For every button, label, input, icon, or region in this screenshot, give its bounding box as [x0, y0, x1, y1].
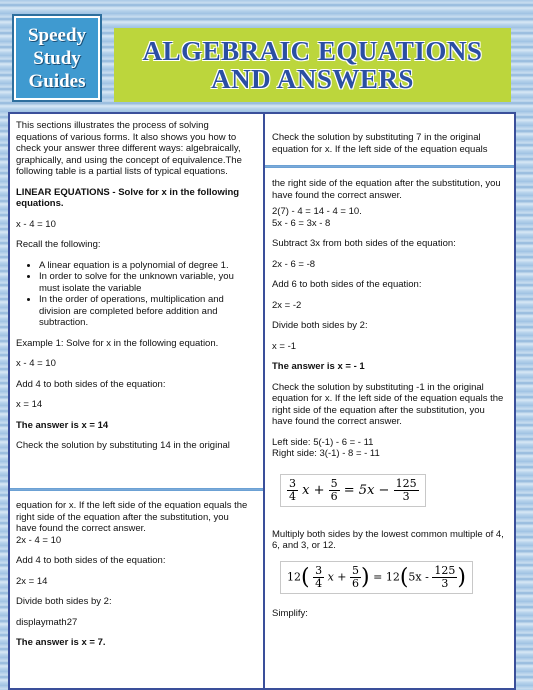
recall-list — [16, 260, 252, 329]
title-line-2: AND ANSWERS — [211, 64, 414, 94]
right-side-text: Right side: 3(-1) - 8 = - 11 — [272, 448, 380, 459]
equation-text: x = -1 — [272, 340, 297, 352]
check-text: Check the solution by substituting -1 in the original equation for x. If the left side of the equation equals the right side of the equation after the substitution, you have found the correct answer. — [272, 381, 504, 427]
column-divider — [263, 114, 265, 688]
equation-text: x - 4 = 10 — [16, 358, 56, 369]
math-term: x + — [327, 570, 347, 583]
fraction-equation-image — [280, 474, 426, 507]
equation-text: 5x - 6 = 3x - 8 — [272, 217, 331, 229]
fraction-numerator: 125 — [395, 476, 417, 490]
check-continued-text: equation for x. If the left side of the equation equals the right side of the equation after the substitution, you have found the correct answer. — [16, 500, 248, 534]
fraction-denominator: 3 — [402, 489, 410, 503]
intro-paragraph: This sections illustrates the process of solving equations of various forms. It also shows you how to check your answer three different ways: algebraically, graphically, and using the concept of equivalence.The following table is a partial lists of typical equations. — [16, 120, 242, 177]
left-column-top — [16, 120, 252, 461]
left-side-text: Left side: 5(-1) - 6 = - 11 — [272, 436, 374, 448]
left-section-separator — [10, 488, 263, 491]
check-continued-text: the right side of the equation after the substitution, you have found the correct answer. — [272, 178, 501, 201]
list-item: • In order to solve for the unknown variable, you must isolate the variable — [39, 271, 252, 294]
fraction-numerator: 3 — [315, 563, 323, 577]
fraction-numerator: 125 — [434, 563, 456, 577]
speedy-study-guides-logo — [14, 16, 100, 100]
fraction-denominator: 4 — [289, 489, 296, 503]
fraction-numerator: 5 — [352, 563, 360, 577]
multiply-step-text: Multiply both sides by the lowest common multiple of 4, 6, and 3, or 12. — [272, 528, 504, 551]
page-title — [114, 28, 511, 102]
calculation-text: 2(7) - 4 = 14 - 4 = 10. — [272, 206, 362, 217]
right-column-top — [272, 132, 508, 164]
multiplied-equation-image: 12( $\frac{3}{4}$ x + $\frac{5}{6}$ ) = 12(5x - $\frac{125}{3}$ ) — [280, 561, 473, 594]
logo-line-3: Guides — [28, 70, 86, 92]
step-text: Add 4 to both sides of the equation: — [16, 555, 166, 566]
logo-line-2: Study — [33, 47, 81, 69]
step-text: Add 6 to both sides of the equation: — [272, 279, 422, 290]
equation-text: 2x = -2 — [272, 299, 302, 311]
fraction-numerator: 5 — [330, 476, 338, 490]
fraction-denominator: 4 — [315, 576, 323, 590]
answer-text: The answer is x = 14 — [16, 419, 109, 431]
step-text: Add 4 to both sides of the equation: — [16, 378, 166, 390]
math-term: x + — [302, 482, 325, 498]
simplify-text: Simplify: — [272, 607, 308, 619]
check-text: Check the solution by substituting 7 in the original equation for x. If the left side of the equation equals — [272, 132, 488, 155]
step-text: Subtract 3x from both sides of the equation: — [272, 238, 456, 249]
answer-text: The answer is x = 7. — [16, 637, 106, 648]
content-panel — [8, 112, 516, 690]
right-column-bottom — [272, 178, 508, 628]
math-term: 12 — [287, 570, 301, 583]
math-term: = 5x − — [343, 482, 390, 498]
right-section-separator — [265, 165, 514, 168]
fraction-numerator: 3 — [289, 476, 296, 490]
equation-text: 2x - 6 = -8 — [272, 258, 316, 270]
logo-line-1: Speedy — [27, 24, 87, 46]
fraction-denominator: 3 — [441, 576, 449, 590]
fraction-denominator: 6 — [352, 576, 360, 590]
fraction-denominator: 6 — [330, 489, 338, 503]
math-term: = 12 — [373, 570, 400, 583]
step-text: Divide both sides by 2: — [16, 596, 112, 607]
equation-text: x - 4 = 10 — [16, 218, 56, 230]
title-line-1: ALGEBRAIC EQUATIONS — [142, 36, 483, 66]
list-item: • A linear equation is a polynomial of degree 1. — [39, 260, 252, 272]
equation-text: x = 14 — [16, 399, 43, 410]
answer-text: The answer is x = - 1 — [272, 361, 365, 372]
linear-equations-heading: LINEAR EQUATIONS - Solve for x in the following equations. — [16, 186, 240, 209]
display-math-placeholder: displaymath27 — [16, 616, 78, 628]
step-text: Divide both sides by 2: — [272, 320, 368, 331]
check-text: Check the solution by substituting 14 in the original — [16, 440, 230, 451]
math-term: 5x - — [408, 570, 429, 583]
equation-text: 2x = 14 — [16, 575, 48, 587]
recall-text: Recall the following: — [16, 239, 101, 250]
example-1-text: Example 1: Solve for x in the following equation. — [16, 337, 219, 349]
equation-text: 2x - 4 = 10 — [16, 534, 62, 546]
left-column-bottom — [16, 500, 252, 658]
list-item: • In the order of operations, multiplication and division are completed before addition and subtraction. — [39, 294, 252, 329]
